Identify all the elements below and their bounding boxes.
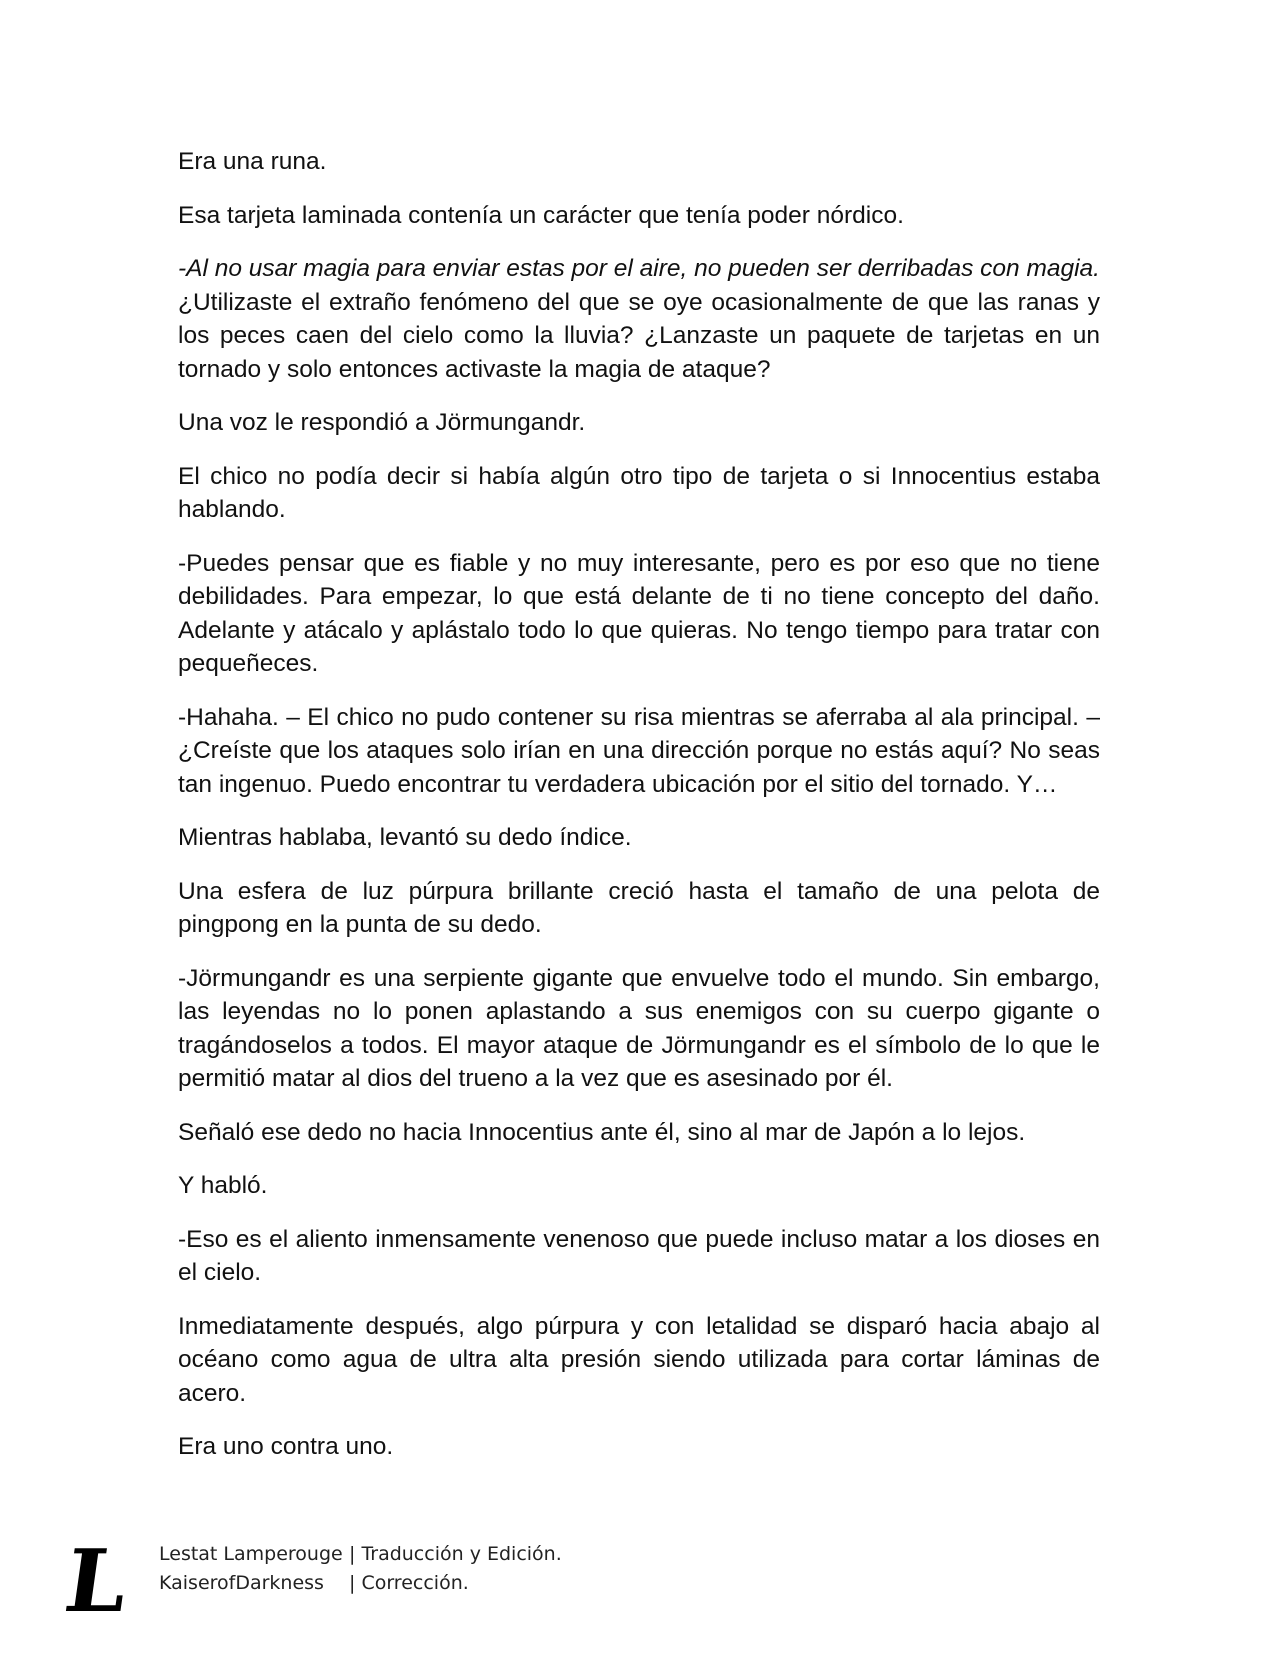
credit-name: Lestat Lamperouge: [159, 1543, 343, 1565]
credit-row: [159, 1569, 562, 1598]
paragraph: Una voz le respondió a Jörmungandr.: [178, 409, 586, 436]
paragraph: Una esfera de luz púrpura brillante creció hasta el tamaño de una pelota de pingpong en la punta de su dedo.: [178, 877, 1100, 938]
paragraph: Mientras hablaba, levantó su dedo índice.: [178, 824, 632, 851]
paragraph: Era una runa.: [178, 148, 327, 175]
paragraph: -Eso es el aliento inmensamente venenoso que puede incluso matar a los dioses en el cielo.: [178, 1225, 1100, 1286]
paragraph: Señaló ese dedo no hacia Innocentius ante él, sino al mar de Japón a lo lejos.: [178, 1118, 1026, 1146]
paragraph: Esa tarjeta laminada contenía un carácter que tenía poder nórdico.: [178, 201, 904, 229]
paragraph: Y habló.: [178, 1172, 268, 1199]
paragraph: -Jörmungandr es una serpiente gigante que envuelve todo el mundo. Sin embargo, las leyendas no lo ponen aplastando a sus enemigos con su cuerpo gigante o tragándoselos a todos. El mayor ataque de Jörmungandr es el símbolo de lo que le permitió matar al dios del trueno a la vez que es asesinado por él.: [178, 964, 1100, 1092]
paragraph: Inmediatamente después, algo púrpura y con letalidad se disparó hacia abajo al océano como agua de ultra alta presión siendo utilizada para cortar láminas de acero.: [178, 1312, 1100, 1407]
italic-dialogue: -Al no usar magia para enviar estas por el aire, no pueden ser derribadas con magia.: [178, 255, 1100, 282]
document-body: [178, 145, 1100, 1484]
paragraph: El chico no podía decir si había algún otro tipo de tarjeta o si Innocentius estaba hablando.: [178, 462, 1100, 523]
l-logo-icon: L: [58, 1531, 134, 1632]
paragraph: -Puedes pensar que es fiable y no muy interesante, pero es por eso que no tiene debilidades. Para empezar, lo que está delante de ti no tiene concepto del daño. Adelante y atácalo y aplástalo todo lo que quieras. No tengo tiempo para tratar con pequeñeces.: [178, 549, 1100, 677]
credit-role: | Traducción y Edición.: [349, 1543, 562, 1565]
paragraph: -Al no usar magia para enviar estas por el aire, no pueden ser derribadas con magia. ¿Utilizaste el extraño fenómeno del que se oye ocasionalmente de que las ranas y los peces caen del cielo como la lluvia? ¿Lanzaste un paquete de tarjetas en un tornado y solo entonces activaste la magia de ataque?: [178, 255, 1100, 383]
credit-row: [159, 1540, 562, 1569]
credit-role: | Corrección.: [349, 1572, 469, 1594]
credits: [159, 1540, 562, 1598]
paragraph: -Hahaha. – El chico no pudo contener su risa mientras se aferraba al ala principal. – ¿Creíste que los ataques solo irían en una dirección porque no estás aquí? No seas tan ingenuo. Puedo encontrar tu verdadera ubicación por el sitio del tornado. Y…: [178, 703, 1100, 798]
page-footer: [58, 1531, 766, 1632]
credit-name: KaiserofDarkness: [159, 1572, 324, 1594]
paragraph: Era uno contra uno.: [178, 1433, 394, 1460]
